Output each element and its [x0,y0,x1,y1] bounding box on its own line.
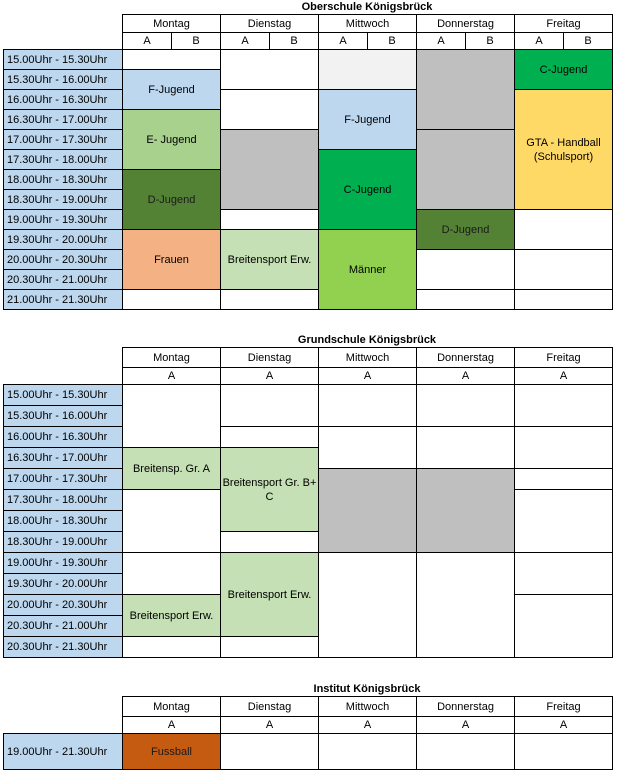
time-slot-label: 18.30Uhr - 19.00Uhr [3,189,123,210]
schedule-block: GTA - Handball (Schulsport) [514,89,613,210]
empty-slot [220,531,319,553]
empty-slot [416,384,515,427]
schedule-block: E- Jugend [122,109,221,170]
schedule-block: Fussball [122,733,221,770]
day-header-2: Mittwoch [318,347,417,368]
time-slot-label: 16.30Uhr - 17.00Uhr [3,447,123,469]
schedule-block: F-Jugend [122,69,221,110]
sub-header-2: A [220,32,270,50]
empty-slot [514,384,613,427]
sub-header-5: B [367,32,417,50]
empty-slot [318,426,417,469]
time-slot-label: 17.30Uhr - 18.00Uhr [3,149,123,170]
empty-slot [318,384,417,427]
empty-slot [416,129,515,210]
empty-slot [122,49,221,70]
time-slot-label: 20.30Uhr - 21.00Uhr [3,269,123,290]
schedule-block: Breitensport Erw. [122,594,221,637]
schedule-block: F-Jugend [318,89,417,150]
day-header-1: Dienstag [220,696,319,717]
empty-slot [514,733,613,770]
schedule-block: Männer [318,229,417,310]
institut-title: Institut Königsbrück [313,683,421,695]
time-slot-label: 19.30Uhr - 20.00Uhr [3,573,123,595]
time-slot-label: 19.00Uhr - 19.30Uhr [3,552,123,574]
time-slot-label: 15.30Uhr - 16.00Uhr [3,69,123,90]
sub-header-4: A [514,367,613,385]
day-header-4: Freitag [514,696,613,717]
schedule-block: Breitensport Erw. [220,552,319,637]
time-slot-label: 17.00Uhr - 17.30Uhr [3,468,123,490]
empty-slot [220,384,319,427]
empty-slot [416,426,515,469]
time-slot-label: 18.00Uhr - 18.30Uhr [3,169,123,190]
day-header-2: Mittwoch [318,696,417,717]
empty-slot [220,49,319,90]
day-header-4: Freitag [514,14,613,33]
day-header-0: Montag [122,14,221,33]
day-header-4: Freitag [514,347,613,368]
time-slot-label: 19.00Uhr - 21.30Uhr [3,733,123,770]
empty-slot [220,733,319,770]
day-header-2: Mittwoch [318,14,417,33]
time-slot-label: 17.00Uhr - 17.30Uhr [3,129,123,150]
time-slot-label: 16.00Uhr - 16.30Uhr [3,426,123,448]
sub-header-0: A [122,367,221,385]
empty-slot [416,733,515,770]
time-slot-label: 20.00Uhr - 20.30Uhr [3,594,123,616]
day-header-1: Dienstag [220,14,319,33]
empty-slot [220,129,319,210]
time-slot-label: 18.30Uhr - 19.00Uhr [3,531,123,553]
time-slot-label: 20.30Uhr - 21.30Uhr [3,636,123,658]
empty-slot [416,552,515,658]
time-slot-label: 18.00Uhr - 18.30Uhr [3,510,123,532]
empty-slot [220,89,319,130]
schedule-block: C-Jugend [318,149,417,230]
schedule-block: D-Jugend [122,169,221,230]
time-slot-label: 19.00Uhr - 19.30Uhr [3,209,123,230]
sub-header-0: A [122,32,172,50]
time-slot-label: 16.00Uhr - 16.30Uhr [3,89,123,110]
time-slot-label: 20.00Uhr - 20.30Uhr [3,249,123,270]
sub-header-3: A [416,367,515,385]
day-header-0: Montag [122,347,221,368]
empty-slot [122,489,221,553]
schedule-block: Breitensport Gr. B+ C [220,447,319,532]
sub-header-2: A [318,716,417,734]
empty-slot [318,733,417,770]
day-header-1: Dienstag [220,347,319,368]
sub-header-1: B [171,32,221,50]
time-slot-label: 20.30Uhr - 21.00Uhr [3,615,123,637]
empty-slot [220,426,319,448]
time-slot-label: 15.30Uhr - 16.00Uhr [3,405,123,427]
empty-slot [220,636,319,658]
empty-slot [514,426,613,469]
empty-slot [514,209,613,250]
empty-slot [514,289,613,310]
empty-slot [416,249,515,290]
sub-header-1: A [220,716,319,734]
empty-slot [416,49,515,130]
empty-slot [122,636,221,658]
time-slot-label: 21.00Uhr - 21.30Uhr [3,289,123,310]
sub-header-6: A [416,32,466,50]
empty-slot [122,289,221,310]
empty-slot [122,384,221,448]
day-header-3: Donnerstag [416,14,515,33]
schedule-block: D-Jugend [416,209,515,250]
sub-header-4: A [514,716,613,734]
sub-header-9: B [563,32,613,50]
empty-slot [416,468,515,553]
empty-slot [514,594,613,658]
grundschule-title: Grundschule Königsbrück [297,334,437,346]
empty-slot [122,552,221,595]
empty-slot [416,289,515,310]
sub-header-7: B [465,32,515,50]
day-header-3: Donnerstag [416,347,515,368]
sub-header-1: A [220,367,319,385]
empty-slot [220,209,319,230]
empty-slot [514,249,613,290]
sub-header-4: A [318,32,368,50]
day-header-0: Montag [122,696,221,717]
time-slot-label: 15.00Uhr - 15.30Uhr [3,384,123,406]
sub-header-2: A [318,367,417,385]
sub-header-3: B [269,32,319,50]
schedule-block: C-Jugend [514,49,613,90]
empty-slot [318,468,417,553]
oberschule-title: Oberschule Königsbrück [301,1,433,13]
schedule-block: Breitensp. Gr. A [122,447,221,490]
schedule-block: Frauen [122,229,221,290]
time-slot-label: 15.00Uhr - 15.30Uhr [3,49,123,70]
sub-header-3: A [416,716,515,734]
sub-header-8: A [514,32,564,50]
time-slot-label: 17.30Uhr - 18.00Uhr [3,489,123,511]
time-slot-label: 16.30Uhr - 17.00Uhr [3,109,123,130]
time-slot-label: 19.30Uhr - 20.00Uhr [3,229,123,250]
empty-slot [514,552,613,595]
empty-slot [220,289,319,310]
empty-slot [514,489,613,553]
empty-slot [514,468,613,490]
empty-slot [318,552,417,658]
empty-slot [318,49,417,90]
schedule-block: Breitensport Erw. [220,229,319,290]
day-header-3: Donnerstag [416,696,515,717]
sub-header-0: A [122,716,221,734]
